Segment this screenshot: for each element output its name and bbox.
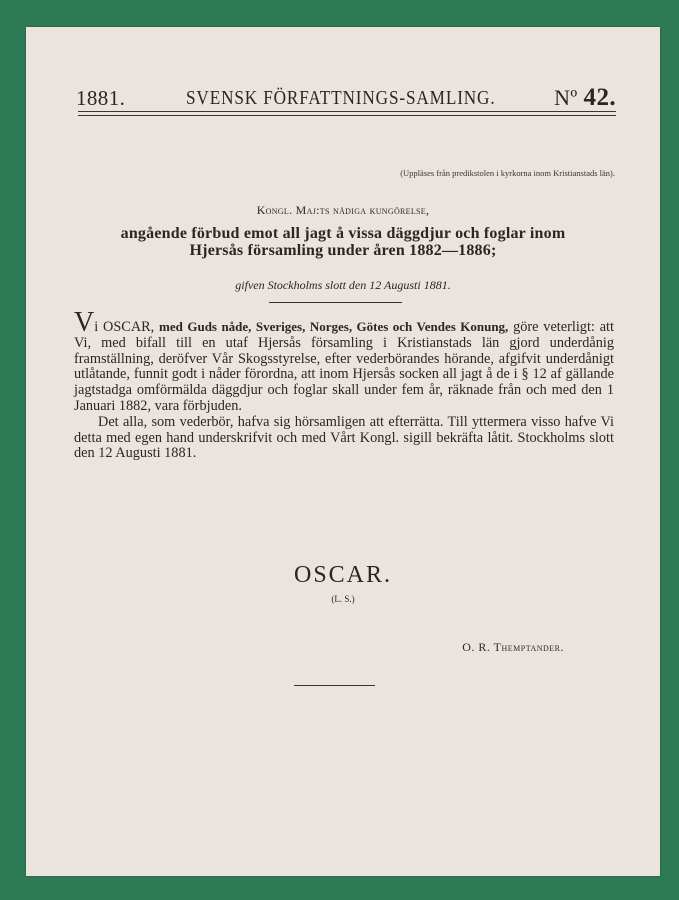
decree-heading <box>26 203 660 218</box>
body-paragraph-2: Det alla, som vederbör, hafva sig hörsamligen att efterrätta. Till yttermera visso hafve Vi detta med egen hand underskrifvit och med Vårt Kongl. sigill bekräfta låtit. Stockholms slott den 12 Augusti 1881. <box>74 413 614 462</box>
decree-body <box>74 307 614 462</box>
title-line-1: angående förbud emot all jagt å vissa däggdjur och foglar inom <box>120 225 566 242</box>
seal-mark: (L. S.) <box>331 594 355 604</box>
number-value: 42. <box>583 84 616 111</box>
body-paragraph-1 <box>74 307 614 415</box>
initial-letter: V <box>74 307 95 338</box>
header-series: SVENSK FÖRFATTNINGS-SAMLING. <box>186 87 496 109</box>
title-line-2: Hjersås församling under åren 1882—1886; <box>189 242 497 259</box>
document-page <box>26 27 660 876</box>
page-header <box>76 83 616 113</box>
countersignature <box>462 640 564 655</box>
paragraph-1-text: göre veterligt: att Vi, med bifall till en utaf Hjersås församling i Kristianstads län gjord underdånig framställning, deröfver Vår Skogsstyrelse, efter vederbörandes hörande, afgifvit underdånigt utlåtande, funnit godt i nåder förordna, att inom Hjersås socken all jagt å de i § 12 af gällande jagtstadga omförmälda däggdjur och foglar skall under fem år, räknade från och med den 1 Januari 1882, vara förbjuden. <box>74 319 614 414</box>
closing-rule <box>294 685 375 686</box>
countersign-name: O. R. Themptander. <box>462 640 564 654</box>
header-rule-top <box>78 111 616 112</box>
decree-given: gifven Stockholms slott den 12 Augusti 1881. <box>235 278 451 292</box>
decree-kongl: Kongl. Maj:ts nådiga kungörelse, <box>256 203 430 217</box>
king-title: med Guds nåde, Sveriges, Norges, Götes och Vendes Konung, <box>159 319 509 334</box>
number-prefix: Nº <box>554 85 578 110</box>
king-signature: OSCAR. <box>293 562 393 588</box>
decree-title <box>66 225 620 259</box>
title-divider <box>269 302 402 303</box>
vi-rest: i OSCAR, <box>94 319 155 335</box>
header-year: 1881. <box>76 86 126 110</box>
reading-note: (Uppläses från predikstolen i kyrkorna inom Kristianstads län). <box>400 168 615 178</box>
header-number <box>554 83 616 113</box>
header-rule-bottom <box>78 115 616 116</box>
